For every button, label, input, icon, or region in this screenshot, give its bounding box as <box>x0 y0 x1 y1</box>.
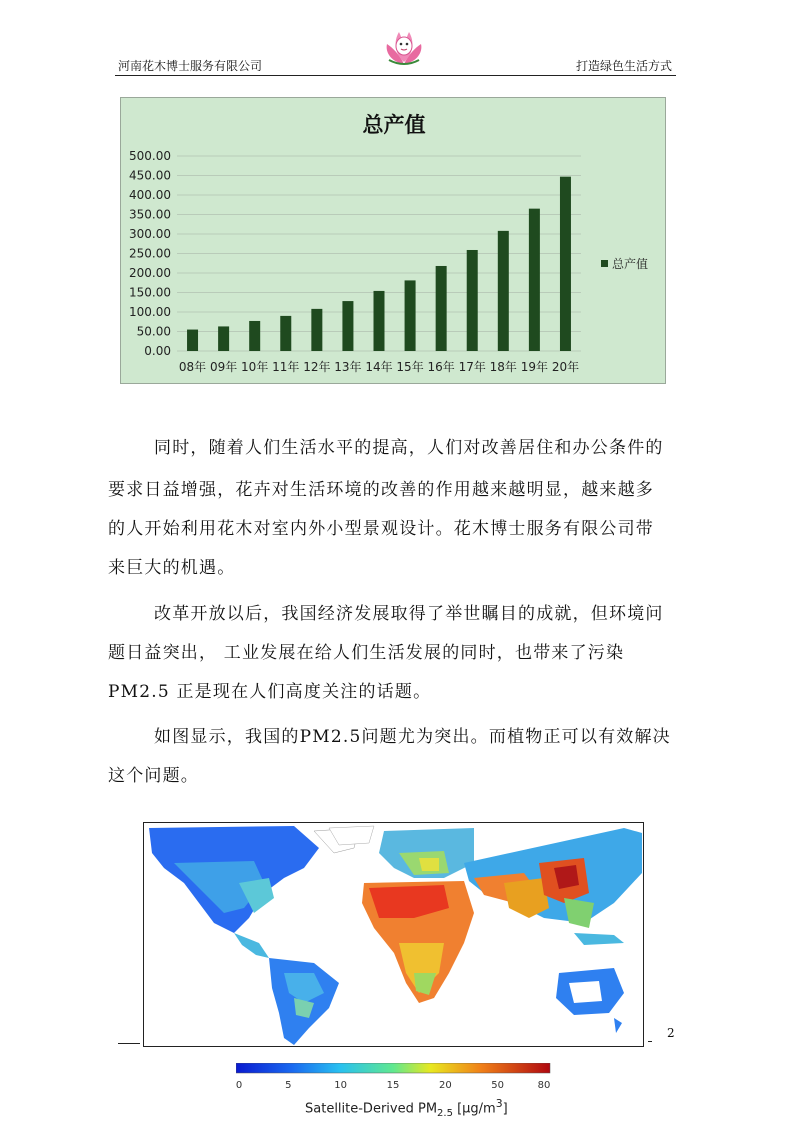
y-tick-label: 350.00 <box>129 207 171 222</box>
x-tick-label: 14年 <box>365 360 393 374</box>
x-tick-label: 20年 <box>551 360 580 374</box>
paragraph-1d <box>108 549 684 588</box>
bar-20年 <box>560 177 571 351</box>
bar-15年 <box>405 280 416 351</box>
lotus-logo-icon <box>381 24 427 66</box>
output-value-chart <box>120 97 666 384</box>
bar-10年 <box>249 321 260 351</box>
paragraph-3b <box>108 757 684 796</box>
pm25-world-map <box>143 822 644 1047</box>
world-map-image <box>144 823 644 1047</box>
colorbar-unit: [μg/m <box>452 1101 496 1117</box>
y-tick-label: 100.00 <box>129 305 171 319</box>
y-tick-label: 300.00 <box>129 227 171 241</box>
colorbar-tick: 5 <box>285 1080 292 1091</box>
colorbar-label-sub: 2.5 <box>437 1107 453 1119</box>
bar-11年 <box>280 316 291 351</box>
colorbar-tick: 0 <box>236 1080 243 1091</box>
paragraph-2 <box>108 595 684 634</box>
paragraph-1c <box>108 510 684 549</box>
bar-12年 <box>311 309 322 351</box>
x-tick-label: 09年 <box>209 360 238 374</box>
page-number: 2 <box>667 1026 675 1040</box>
colorbar-label-text: Satellite-Derived PM <box>305 1101 438 1117</box>
p1-line3: 的人开始利用花木对室内外小型景观设计。花木博士服务有限公司带 <box>108 519 654 539</box>
paragraph-3 <box>108 718 684 757</box>
paragraph-2b <box>108 634 684 673</box>
x-tick-label: 11年 <box>272 360 300 374</box>
p2-line2: 题日益突出， 工业发展在给人们生活发展的同时，也带来了污染 <box>108 643 625 663</box>
colorbar-unit-end: ] <box>502 1101 508 1117</box>
bar-14年 <box>374 291 385 351</box>
chart-title: 总产值 <box>362 113 426 137</box>
p2-line1: 改革开放以后，我国经济发展取得了举世瞩目的成就，但环境问 <box>154 604 664 624</box>
y-tick-label: 150.00 <box>129 285 171 300</box>
paragraph-1 <box>108 429 684 468</box>
bar-08年 <box>187 330 198 351</box>
chart-canvas <box>121 98 667 385</box>
p1-line2: 要求日益增强，花卉对生活环境的改善的作用越来越明显，越来越多 <box>108 480 654 500</box>
p1-line4: 来巨大的机遇。 <box>108 558 236 578</box>
bar-19年 <box>529 209 540 351</box>
x-tick-label: 18年 <box>489 360 517 374</box>
x-tick-label: 17年 <box>458 360 486 374</box>
colorbar-tick: 50 <box>491 1080 505 1091</box>
y-tick-label: 0.00 <box>144 344 171 358</box>
p1-line1: 同时，随着人们生活水平的提高，人们对改善居住和办公条件的 <box>154 438 664 458</box>
colorbar-tick: 10 <box>334 1080 348 1091</box>
footer-line <box>118 1043 140 1044</box>
colorbar-unit-sup: 3 <box>495 1097 503 1110</box>
header-slogan: 打造绿色生活方式 <box>575 59 672 73</box>
bar-18年 <box>498 231 509 351</box>
p3-line2: 这个问题。 <box>108 766 199 786</box>
p2-line3: PM2.5 正是现在人们高度关注的话题。 <box>108 682 432 702</box>
x-tick-label: 10年 <box>241 360 269 374</box>
colorbar-tick: 20 <box>438 1080 452 1091</box>
footer-mark <box>648 1041 652 1042</box>
x-tick-label: 16年 <box>427 360 455 374</box>
y-tick-label: 200.00 <box>129 266 171 280</box>
bar-16年 <box>436 266 447 351</box>
y-tick-label: 250.00 <box>129 246 171 261</box>
y-tick-label: 50.00 <box>136 324 171 339</box>
paragraph-1b <box>108 471 684 510</box>
header-company: 河南花木博士服务有限公司 <box>118 59 263 73</box>
pm25-colorbar <box>236 1063 556 1095</box>
p3-line1: 如图显示，我国的PM2.5问题尤为突出。而植物正可以有效解决 <box>154 727 671 747</box>
x-tick-label: 13年 <box>334 360 362 374</box>
bar-09年 <box>218 326 229 351</box>
colorbar-label <box>305 1097 508 1119</box>
x-tick-label: 08年 <box>178 360 207 374</box>
colorbar-tick: 15 <box>386 1080 400 1091</box>
x-tick-label: 12年 <box>303 360 331 374</box>
y-tick-label: 450.00 <box>129 168 171 183</box>
header-divider <box>115 75 676 76</box>
bar-17年 <box>467 250 478 351</box>
colorbar-tick: 80 <box>537 1080 551 1091</box>
y-tick-label: 500.00 <box>129 149 171 163</box>
legend-swatch <box>601 260 608 267</box>
y-tick-label: 400.00 <box>129 188 171 202</box>
x-tick-label: 15年 <box>396 360 424 374</box>
paragraph-2c <box>108 673 684 712</box>
bar-13年 <box>342 301 353 351</box>
legend-label: 总产值 <box>612 257 649 271</box>
x-tick-label: 19年 <box>520 360 549 374</box>
